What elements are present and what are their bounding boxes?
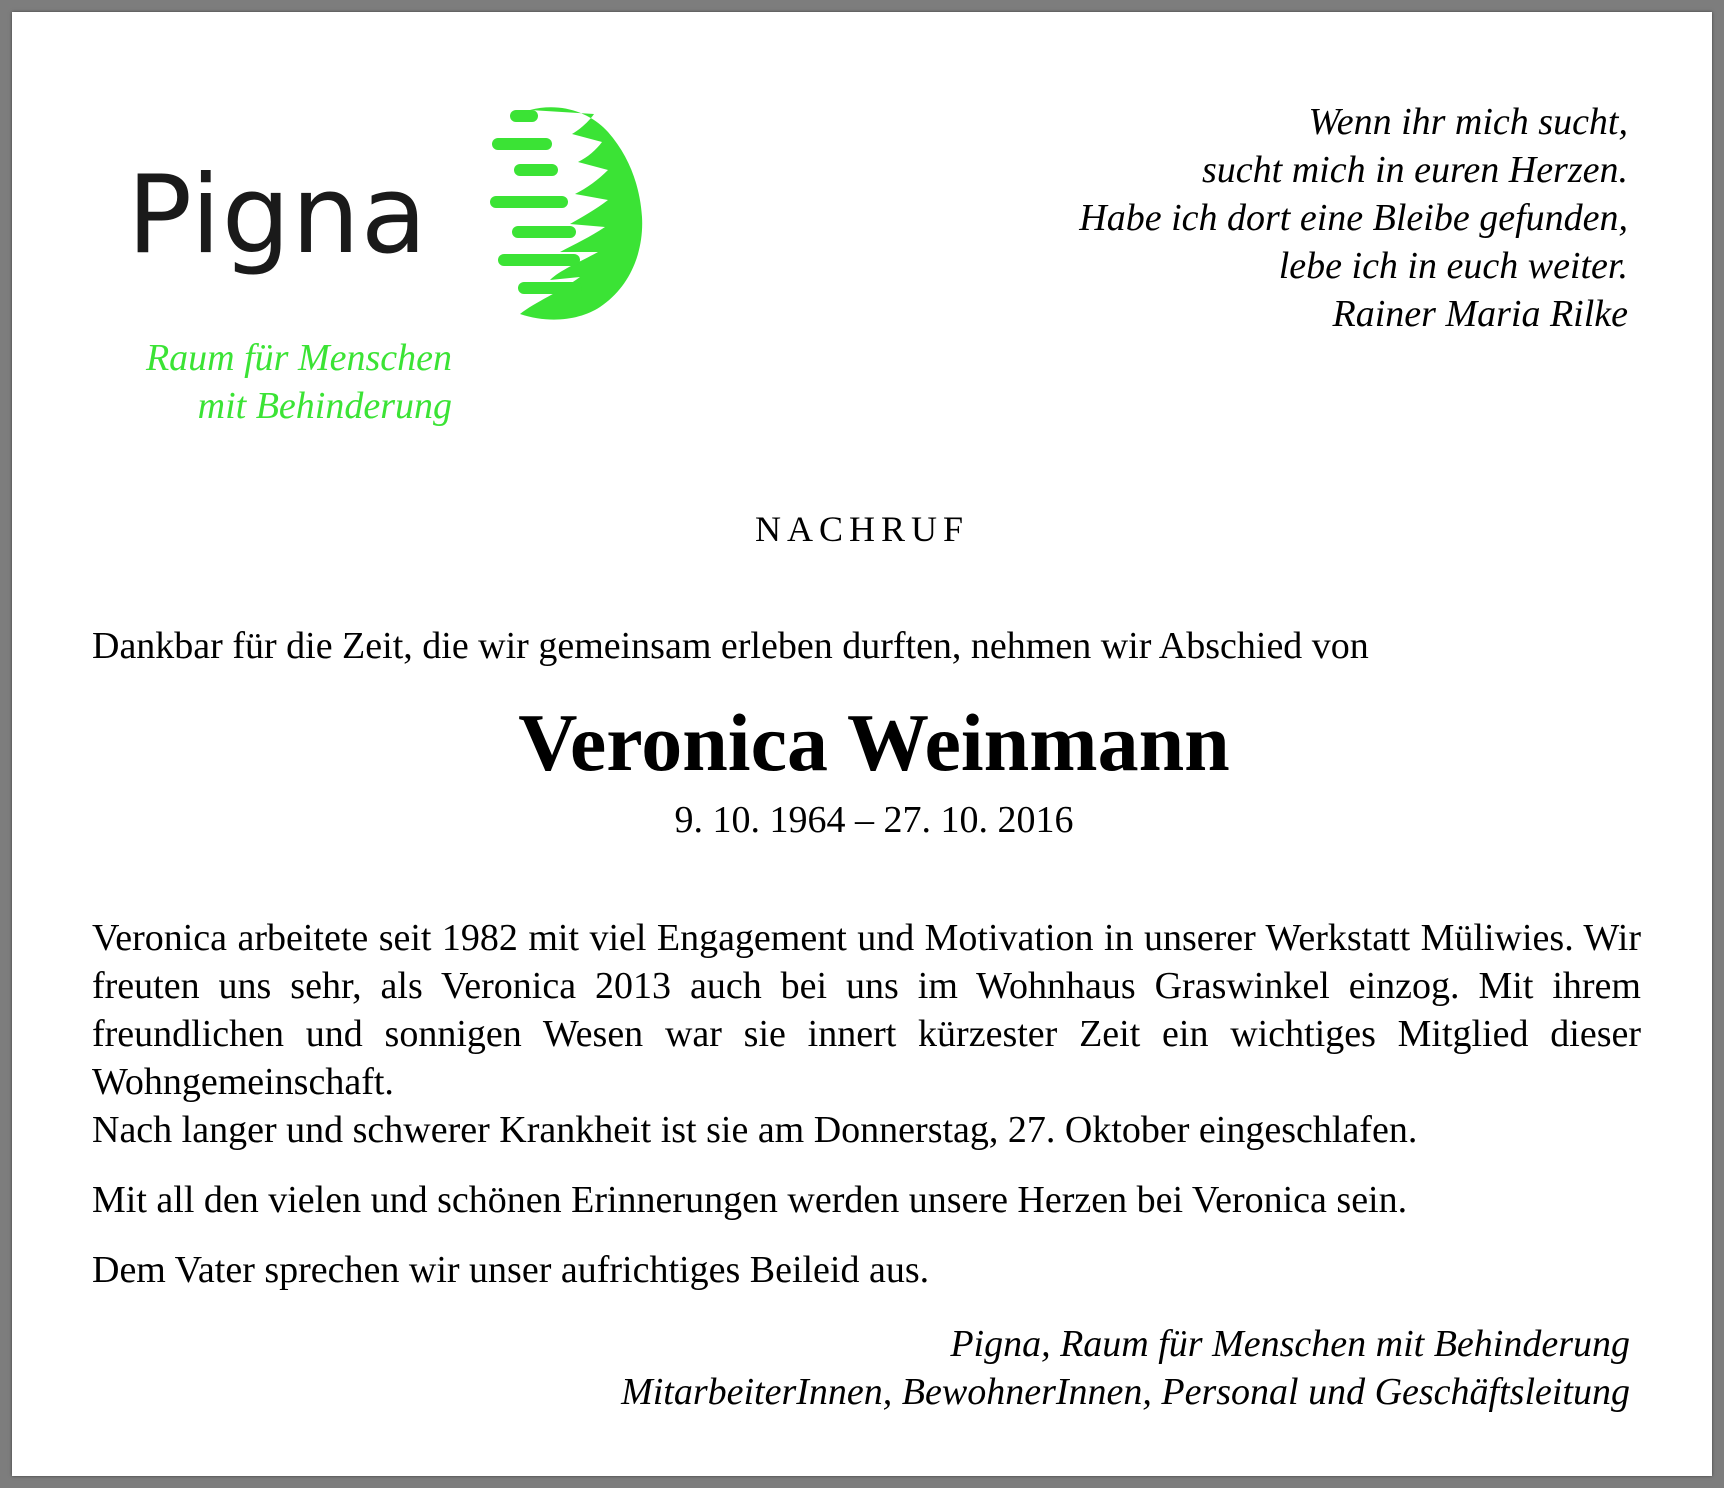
pigna-logo: [12, 12, 712, 472]
quote-line-3: Habe ich dort eine Bleibe gefunden,: [1079, 197, 1628, 239]
logo-tagline: [92, 334, 452, 430]
body-paragraph-1b: Nach langer und schwerer Krankheit ist sie am Donnerstag, 27. Oktober eingeschlafen.: [92, 1109, 1418, 1151]
body-paragraph-2: Mit all den vielen und schönen Erinnerungen werden unsere Herzen bei Veronica sein.: [92, 1179, 1408, 1221]
tagline-line-2: mit Behinderung: [197, 385, 452, 427]
quote-line-4: lebe ich in euch weiter.: [1278, 245, 1628, 287]
body-paragraph-1: Veronica arbeitete seit 1982 mit viel Engagement und Motivation in unserer Werkstatt Müliwies. Wir freuten uns sehr, als Veronica 2013 auch bei uns im Wohnhaus Graswinkel einzog. Mit ihrem freundlichen und sonnigen Wesen war sie innert kürzester Zeit ein wichtiges Mitglied dieser Wohngemeinschaft.: [92, 917, 1641, 1103]
deceased-name: Veronica Weinmann: [518, 697, 1230, 788]
logo-wordmark: Pigna: [127, 153, 428, 278]
obituary-body: [92, 914, 1641, 1294]
obituary-page: [12, 12, 1712, 1476]
intro-text: Dankbar für die Zeit, die wir gemeinsam erleben durften, nehmen wir Abschied von: [92, 625, 1369, 667]
life-dates: 9. 10. 1964 – 27. 10. 2016: [674, 799, 1074, 841]
signature-line-1: Pigna, Raum für Menschen mit Behinderung: [950, 1323, 1630, 1365]
quote-line-2: sucht mich in euren Herzen.: [1202, 149, 1628, 191]
page-title: NACHRUF: [754, 509, 970, 549]
tagline-line-1: Raum für Menschen: [145, 337, 452, 379]
rilke-quote: [928, 98, 1628, 338]
body-paragraph-3: Dem Vater sprechen wir unser aufrichtiges Beileid aus.: [92, 1249, 930, 1291]
quote-line-1: Wenn ihr mich sucht,: [1308, 101, 1628, 143]
pine-cone-icon: [490, 102, 650, 322]
signature-line-2: MitarbeiterInnen, BewohnerInnen, Personal und Geschäftsleitung: [621, 1371, 1630, 1413]
signature: [430, 1320, 1630, 1416]
quote-author: Rainer Maria Rilke: [1332, 293, 1628, 335]
